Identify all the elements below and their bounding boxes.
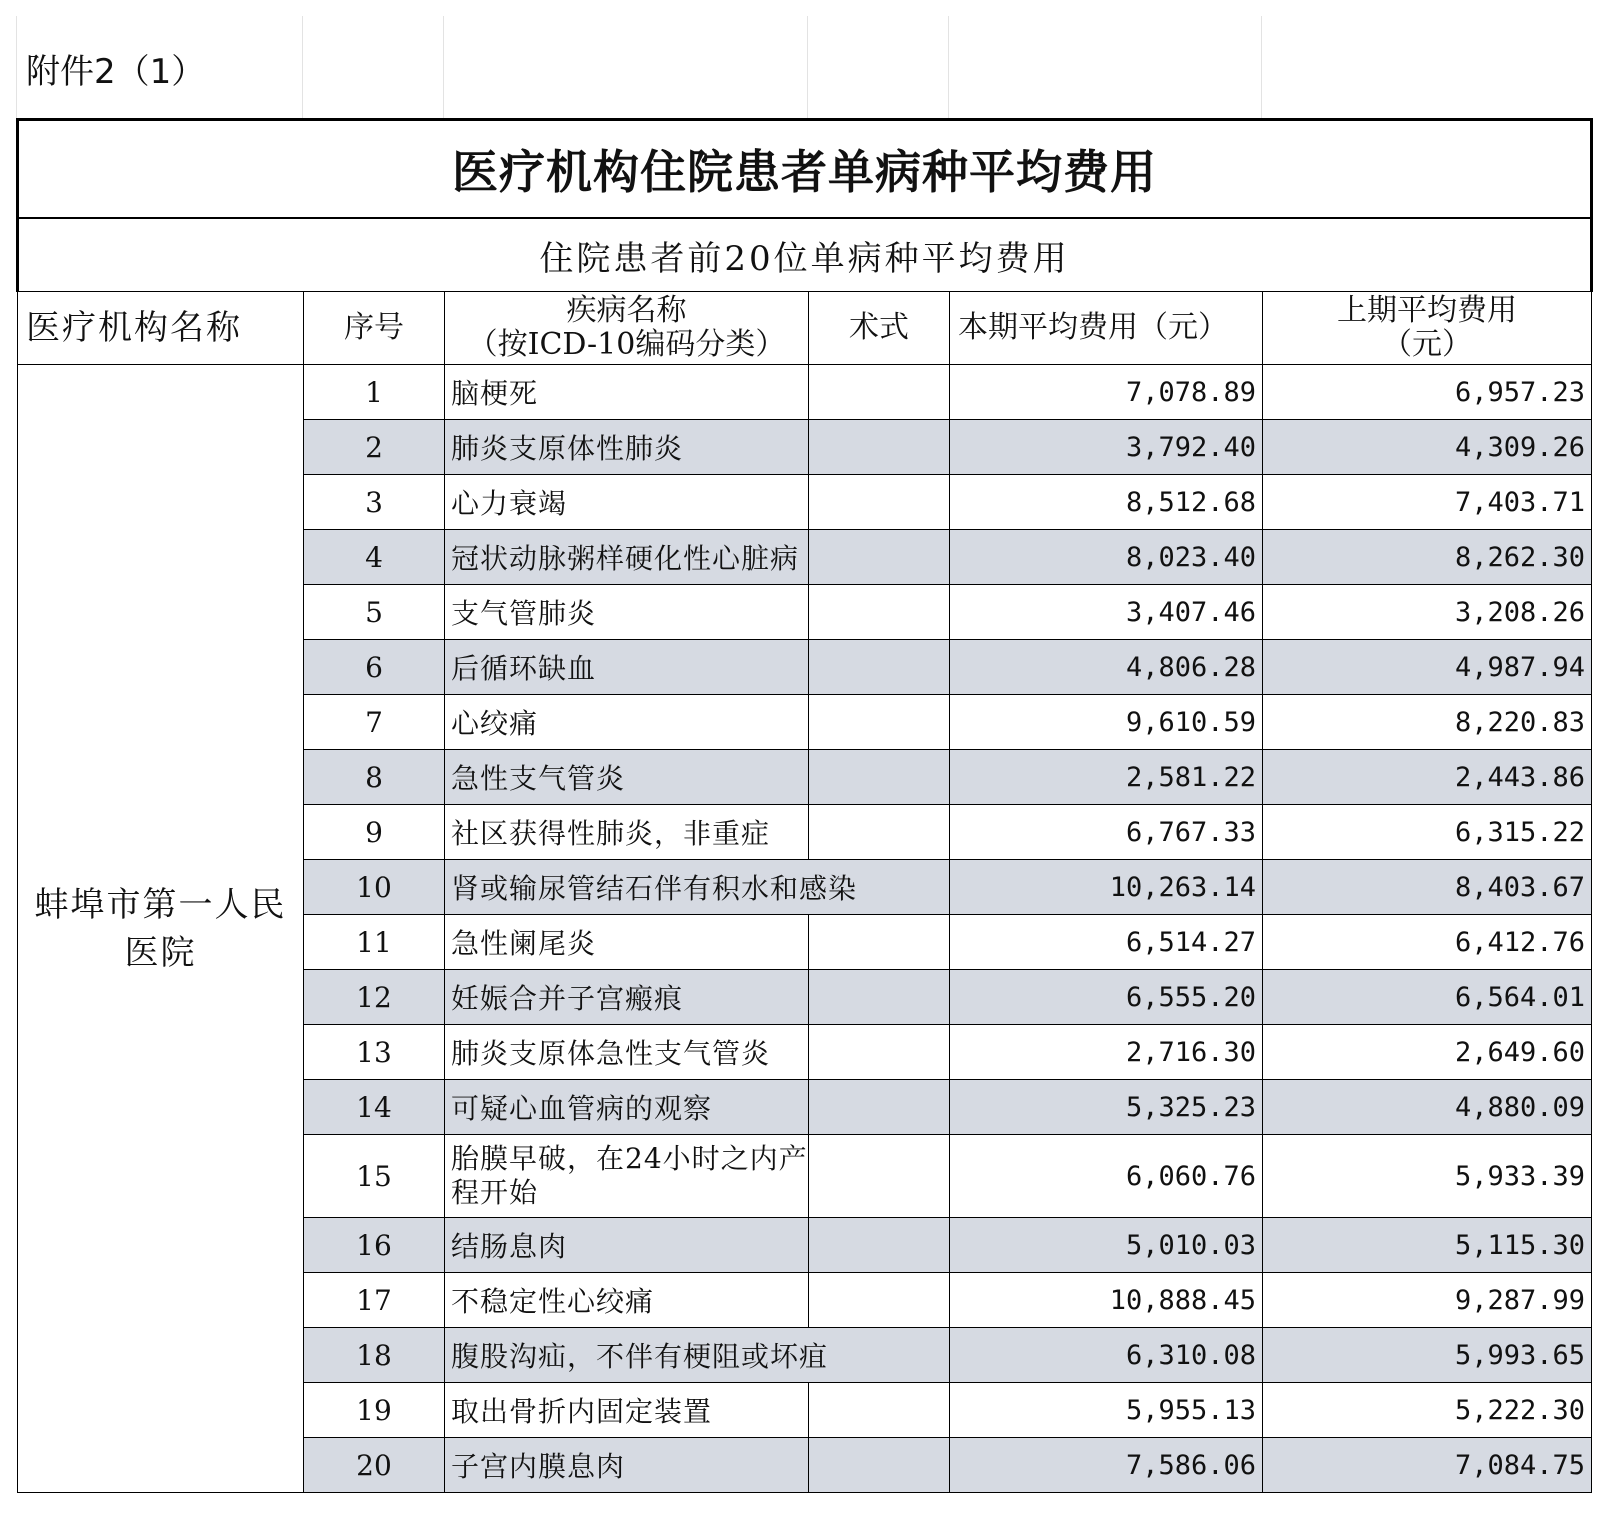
previous-cost-cell[interactable]: 5,222.30 — [1263, 1383, 1592, 1438]
disease-name-cell[interactable]: 胎膜早破，在24小时之内产程开始 — [445, 1135, 809, 1218]
current-cost-cell[interactable]: 6,060.76 — [950, 1135, 1263, 1218]
current-cost-cell[interactable]: 2,716.30 — [950, 1025, 1263, 1080]
attachment-label: 附件2（1） — [26, 52, 206, 92]
grid-cell[interactable] — [948, 16, 1262, 118]
previous-cost-cell[interactable]: 2,443.86 — [1263, 750, 1592, 805]
current-cost-cell[interactable]: 2,581.22 — [950, 750, 1263, 805]
seq-cell[interactable]: 17 — [304, 1273, 445, 1328]
header-disease[interactable] — [445, 292, 809, 365]
previous-cost-cell[interactable]: 4,987.94 — [1263, 640, 1592, 695]
procedure-cell[interactable] — [809, 750, 950, 805]
current-cost-cell[interactable]: 8,512.68 — [950, 475, 1263, 530]
disease-name-cell[interactable]: 支气管肺炎 — [445, 585, 809, 640]
page-title: 医疗机构住院患者单病种平均费用 — [18, 120, 1592, 219]
current-cost-cell[interactable]: 7,586.06 — [950, 1438, 1263, 1493]
seq-cell[interactable]: 14 — [304, 1080, 445, 1135]
seq-cell[interactable]: 19 — [304, 1383, 445, 1438]
procedure-cell[interactable] — [809, 805, 950, 860]
disease-name-cell[interactable]: 不稳定性心绞痛 — [445, 1273, 809, 1328]
header-seq[interactable]: 序号 — [304, 292, 445, 365]
seq-cell[interactable]: 15 — [304, 1135, 445, 1218]
previous-cost-cell[interactable]: 5,993.65 — [1263, 1328, 1592, 1383]
disease-name-cell[interactable]: 心力衰竭 — [445, 475, 809, 530]
seq-cell[interactable]: 12 — [304, 970, 445, 1025]
previous-cost-cell[interactable]: 6,564.01 — [1263, 970, 1592, 1025]
institution-name-cell[interactable]: 蚌埠市第一人民医院 — [18, 365, 304, 1493]
procedure-cell[interactable] — [809, 1080, 950, 1135]
disease-name-cell[interactable]: 急性支气管炎 — [445, 750, 809, 805]
previous-cost-cell[interactable]: 7,403.71 — [1263, 475, 1592, 530]
header-disease-line2: （按ICD-10编码分类） — [467, 327, 786, 362]
procedure-cell[interactable] — [809, 475, 950, 530]
disease-name-cell[interactable]: 结肠息肉 — [445, 1218, 809, 1273]
disease-name-cell[interactable]: 取出骨折内固定装置 — [445, 1383, 809, 1438]
previous-cost-cell[interactable]: 3,208.26 — [1263, 585, 1592, 640]
disease-name-cell[interactable]: 妊娠合并子宫瘢痕 — [445, 970, 809, 1025]
table-row — [18, 365, 1592, 420]
disease-name-cell[interactable]: 子宫内膜息肉 — [445, 1438, 809, 1493]
current-cost-cell[interactable]: 6,555.20 — [950, 970, 1263, 1025]
cost-table — [16, 118, 1593, 1493]
grid-cell[interactable] — [443, 16, 808, 118]
current-cost-cell[interactable]: 10,263.14 — [950, 860, 1263, 915]
grid-cell[interactable] — [1261, 16, 1591, 118]
procedure-cell[interactable] — [809, 1218, 950, 1273]
header-row — [18, 292, 1592, 365]
current-cost-cell[interactable]: 9,610.59 — [950, 695, 1263, 750]
disease-name-cell[interactable]: 急性阑尾炎 — [445, 915, 809, 970]
current-cost-cell[interactable]: 5,010.03 — [950, 1218, 1263, 1273]
current-cost-cell[interactable]: 10,888.45 — [950, 1273, 1263, 1328]
seq-cell[interactable]: 4 — [304, 530, 445, 585]
procedure-cell[interactable] — [809, 1025, 950, 1080]
previous-cost-cell[interactable]: 5,933.39 — [1263, 1135, 1592, 1218]
disease-name-cell[interactable]: 脑梗死 — [445, 365, 809, 420]
header-current-cost[interactable]: 本期平均费用（元） — [950, 292, 1263, 365]
disease-name-cell[interactable]: 腹股沟疝，不伴有梗阻或坏疽 — [445, 1328, 950, 1383]
seq-cell[interactable]: 10 — [304, 860, 445, 915]
current-cost-cell[interactable]: 3,792.40 — [950, 420, 1263, 475]
procedure-cell[interactable] — [809, 365, 950, 420]
header-previous-line2: （元） — [1382, 327, 1472, 362]
procedure-cell[interactable] — [809, 1383, 950, 1438]
seq-cell[interactable]: 8 — [304, 750, 445, 805]
previous-cost-cell[interactable]: 7,084.75 — [1263, 1438, 1592, 1493]
seq-cell[interactable]: 1 — [304, 365, 445, 420]
current-cost-cell[interactable]: 6,310.08 — [950, 1328, 1263, 1383]
header-previous-cost[interactable] — [1263, 292, 1592, 365]
disease-name-cell[interactable]: 肺炎支原体性肺炎 — [445, 420, 809, 475]
disease-name-cell[interactable]: 社区获得性肺炎，非重症 — [445, 805, 809, 860]
previous-cost-cell[interactable]: 5,115.30 — [1263, 1218, 1592, 1273]
disease-name-cell[interactable]: 肾或输尿管结石伴有积水和感染 — [445, 860, 950, 915]
current-cost-cell[interactable]: 5,955.13 — [950, 1383, 1263, 1438]
current-cost-cell[interactable]: 6,514.27 — [950, 915, 1263, 970]
current-cost-cell[interactable]: 6,767.33 — [950, 805, 1263, 860]
seq-cell[interactable]: 6 — [304, 640, 445, 695]
header-disease-line1: 疾病名称 — [566, 293, 687, 328]
disease-name-cell[interactable]: 可疑心血管病的观察 — [445, 1080, 809, 1135]
disease-name-cell[interactable]: 冠状动脉粥样硬化性心脏病 — [445, 530, 809, 585]
procedure-cell[interactable] — [809, 420, 950, 475]
seq-cell[interactable]: 16 — [304, 1218, 445, 1273]
header-procedure[interactable]: 术式 — [809, 292, 950, 365]
current-cost-cell[interactable]: 7,078.89 — [950, 365, 1263, 420]
procedure-cell[interactable] — [809, 970, 950, 1025]
procedure-cell[interactable] — [809, 1273, 950, 1328]
disease-name-cell[interactable]: 肺炎支原体急性支气管炎 — [445, 1025, 809, 1080]
current-cost-cell[interactable]: 4,806.28 — [950, 640, 1263, 695]
current-cost-cell[interactable]: 8,023.40 — [950, 530, 1263, 585]
header-institution[interactable]: 医疗机构名称 — [18, 292, 304, 365]
procedure-cell[interactable] — [809, 640, 950, 695]
seq-cell[interactable]: 7 — [304, 695, 445, 750]
previous-cost-cell[interactable]: 9,287.99 — [1263, 1273, 1592, 1328]
previous-cost-cell[interactable]: 8,262.30 — [1263, 530, 1592, 585]
seq-cell[interactable]: 3 — [304, 475, 445, 530]
disease-name-cell[interactable]: 心绞痛 — [445, 695, 809, 750]
procedure-cell[interactable] — [809, 585, 950, 640]
previous-cost-cell[interactable]: 4,309.26 — [1263, 420, 1592, 475]
previous-cost-cell[interactable]: 2,649.60 — [1263, 1025, 1592, 1080]
seq-cell[interactable]: 11 — [304, 915, 445, 970]
seq-cell[interactable]: 13 — [304, 1025, 445, 1080]
previous-cost-cell[interactable]: 6,315.22 — [1263, 805, 1592, 860]
seq-cell[interactable]: 20 — [304, 1438, 445, 1493]
previous-cost-cell[interactable]: 4,880.09 — [1263, 1080, 1592, 1135]
previous-cost-cell[interactable]: 6,412.76 — [1263, 915, 1592, 970]
seq-cell[interactable]: 5 — [304, 585, 445, 640]
seq-cell[interactable]: 18 — [304, 1328, 445, 1383]
disease-name-cell[interactable]: 后循环缺血 — [445, 640, 809, 695]
top-grid-row — [16, 16, 1590, 118]
procedure-cell[interactable] — [809, 530, 950, 585]
previous-cost-cell[interactable]: 6,957.23 — [1263, 365, 1592, 420]
procedure-cell[interactable] — [809, 915, 950, 970]
procedure-cell[interactable] — [809, 1438, 950, 1493]
procedure-cell[interactable] — [809, 695, 950, 750]
current-cost-cell[interactable]: 3,407.46 — [950, 585, 1263, 640]
seq-cell[interactable]: 9 — [304, 805, 445, 860]
previous-cost-cell[interactable]: 8,220.83 — [1263, 695, 1592, 750]
previous-cost-cell[interactable]: 8,403.67 — [1263, 860, 1592, 915]
grid-cell[interactable] — [302, 16, 444, 118]
page-subtitle: 住院患者前20位单病种平均费用 — [18, 218, 1592, 292]
current-cost-cell[interactable]: 5,325.23 — [950, 1080, 1263, 1135]
grid-cell[interactable] — [807, 16, 949, 118]
procedure-cell[interactable] — [809, 1135, 950, 1218]
header-previous-line1: 上期平均费用 — [1337, 293, 1517, 328]
seq-cell[interactable]: 2 — [304, 420, 445, 475]
